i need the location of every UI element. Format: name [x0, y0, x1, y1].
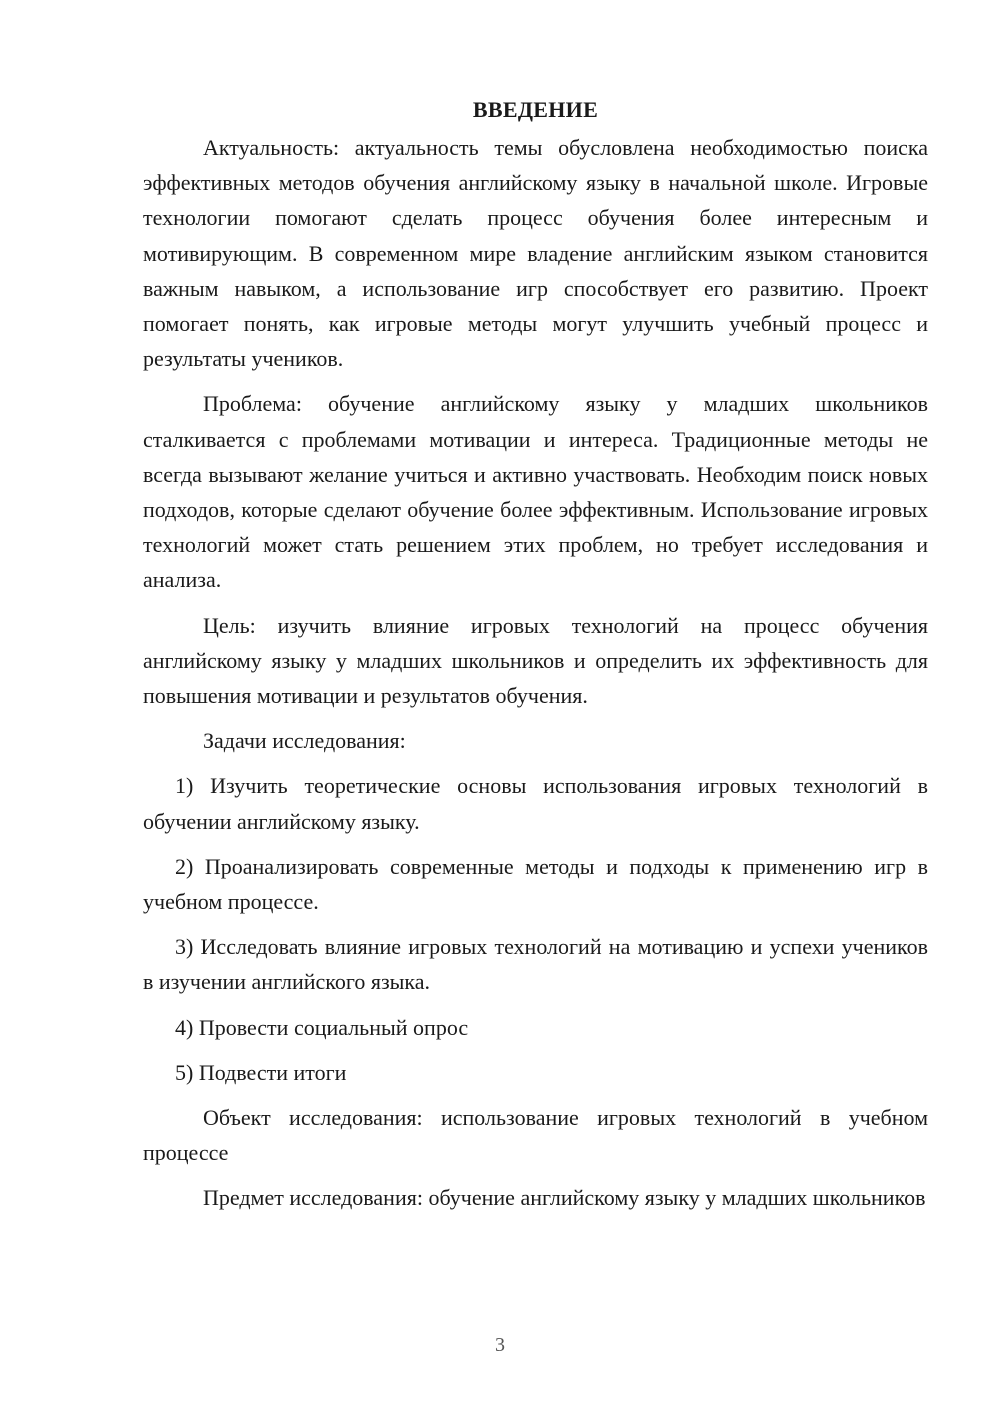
- page-number: 3: [495, 1334, 505, 1356]
- object-paragraph: Объект исследования: использование игровых технологий в учебном процессе: [143, 1105, 928, 1166]
- relevance-paragraph: Актуальность: актуальность темы обусловлена необходимостью поиска эффективных методов обучения английскому языку в начальной школе. Игровые технологии помогают сделать процесс обучения более интересным и мотивирующим. В современном мире владение английским языком становится важным навыком, а использование игр способствует его развитию. Проект помогает понять, как игровые методы могут улучшить учебный процесс и результаты учеников.: [143, 135, 928, 372]
- subject-paragraph: Предмет исследования: обучение английскому языку у младших школьников: [203, 1185, 926, 1211]
- task-item-1: 1) Изучить теоретические основы использования игровых технологий в обучении английскому языку.: [143, 773, 928, 834]
- task-item-2: 2) Проанализировать современные методы и подходы к применению игр в учебном процессе.: [143, 853, 928, 915]
- task-item-4: 4) Провести социальный опрос: [175, 1014, 469, 1040]
- document-page: [143, 92, 928, 1226]
- document-title: ВВЕДЕНИЕ: [472, 97, 599, 122]
- problem-paragraph: Проблема: обучение английскому языку у младших школьников сталкивается с проблемами мотивации и интереса. Традиционные методы не всегда вызывают желание учиться и активно участвовать. Необходим поиск новых подходов, которые сделают обучение более эффективным. Использование игровых технологий может стать решением этих проблем, но требует исследования и анализа.: [143, 391, 928, 593]
- goal-paragraph: Цель: изучить влияние игровых технологий на процесс обучения английскому языку у младших школьников и определить их эффективность для повышения мотивации и результатов обучения.: [143, 612, 928, 709]
- task-item-5: 5) Подвести итоги: [175, 1059, 347, 1085]
- task-item-3: 3) Исследовать влияние игровых технологий на мотивацию и успехи учеников в изучении английского языка.: [143, 934, 928, 995]
- tasks-heading: Задачи исследования:: [203, 728, 406, 754]
